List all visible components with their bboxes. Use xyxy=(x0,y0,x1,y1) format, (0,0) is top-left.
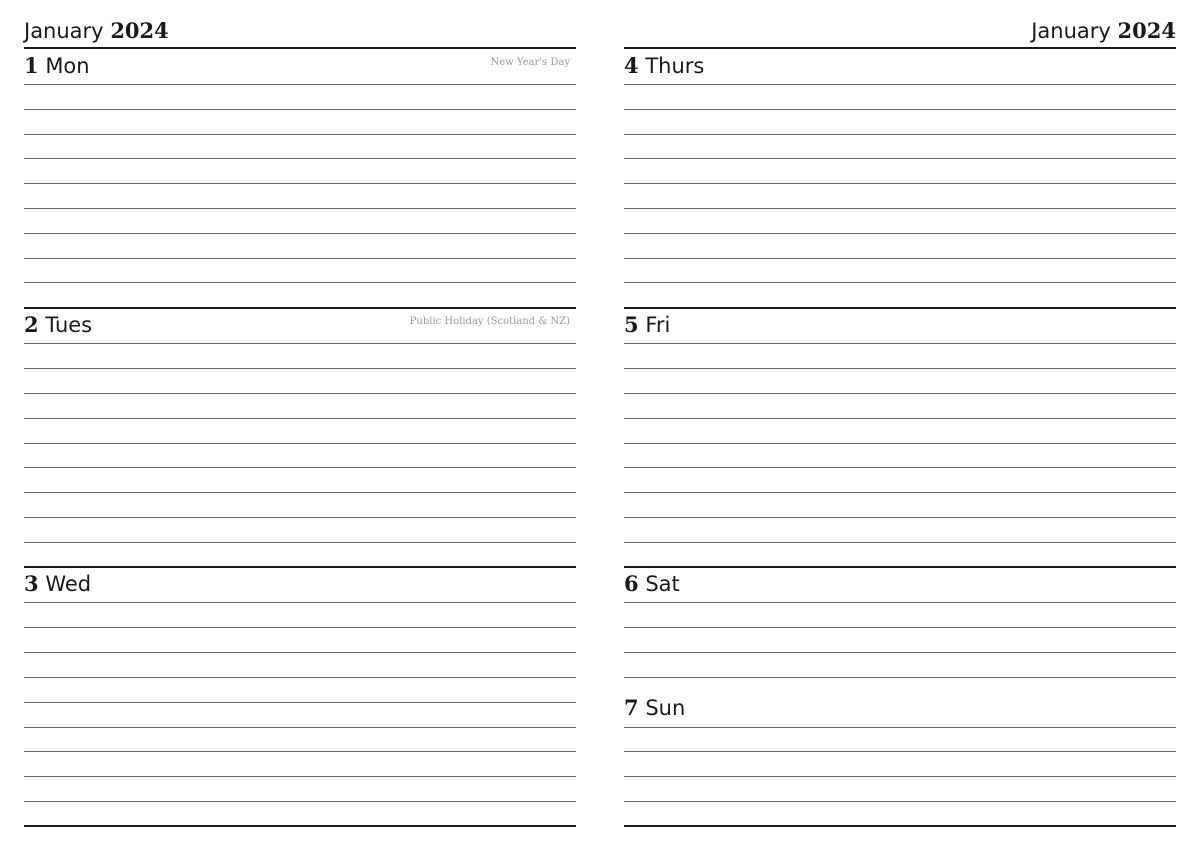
writing-line[interactable] xyxy=(624,158,1176,159)
writing-line[interactable] xyxy=(624,776,1176,777)
writing-line[interactable] xyxy=(24,343,576,344)
day-label-tues xyxy=(24,312,92,338)
writing-line[interactable] xyxy=(624,801,1176,802)
header-year: 2024 xyxy=(110,18,169,43)
writing-line[interactable] xyxy=(624,343,1176,344)
page-header xyxy=(624,16,1176,46)
page-header xyxy=(24,16,576,46)
writing-line[interactable] xyxy=(624,492,1176,493)
day-label-fri xyxy=(624,312,670,338)
writing-line[interactable] xyxy=(24,751,576,752)
writing-line[interactable] xyxy=(624,84,1176,85)
writing-line[interactable] xyxy=(24,418,576,419)
writing-line[interactable] xyxy=(24,282,576,283)
writing-line[interactable] xyxy=(24,801,576,802)
writing-line[interactable] xyxy=(24,443,576,444)
writing-line[interactable] xyxy=(24,109,576,110)
writing-line[interactable] xyxy=(624,677,1176,678)
writing-line[interactable] xyxy=(24,258,576,259)
writing-line[interactable] xyxy=(624,652,1176,653)
writing-line[interactable] xyxy=(24,602,576,603)
writing-line[interactable] xyxy=(24,84,576,85)
day-number: 6 xyxy=(624,571,639,596)
day-label-sun xyxy=(624,695,685,721)
day-number: 2 xyxy=(24,312,39,337)
writing-line[interactable] xyxy=(24,467,576,468)
day-name: Tues xyxy=(45,313,93,337)
writing-line[interactable] xyxy=(24,652,576,653)
writing-line[interactable] xyxy=(624,751,1176,752)
day-label-wed xyxy=(24,571,91,597)
writing-line[interactable] xyxy=(624,727,1176,728)
writing-line[interactable] xyxy=(624,393,1176,394)
day-name: Thurs xyxy=(645,54,705,78)
writing-line[interactable] xyxy=(624,627,1176,628)
writing-line[interactable] xyxy=(24,208,576,209)
day-number: 1 xyxy=(24,53,39,78)
day-name: Mon xyxy=(45,54,90,78)
holiday-note: Public Holiday (Scotland & NZ) xyxy=(409,316,570,327)
header-month: January xyxy=(1031,19,1111,43)
left-page xyxy=(24,0,576,851)
day-name: Fri xyxy=(645,313,671,337)
writing-line[interactable] xyxy=(24,542,576,543)
page-bottom-rule xyxy=(24,825,576,827)
header-rule xyxy=(624,47,1176,49)
writing-line[interactable] xyxy=(24,702,576,703)
writing-line[interactable] xyxy=(624,418,1176,419)
day-divider xyxy=(624,307,1176,309)
writing-line[interactable] xyxy=(24,627,576,628)
day-label-thurs xyxy=(624,53,704,79)
day-label-sat xyxy=(624,571,680,597)
writing-line[interactable] xyxy=(624,109,1176,110)
writing-line[interactable] xyxy=(624,467,1176,468)
day-number: 3 xyxy=(24,571,39,596)
day-name: Sun xyxy=(645,696,686,720)
page-bottom-rule xyxy=(624,825,1176,827)
day-number: 7 xyxy=(624,695,639,720)
day-divider xyxy=(624,566,1176,568)
writing-line[interactable] xyxy=(24,492,576,493)
writing-line[interactable] xyxy=(624,602,1176,603)
writing-line[interactable] xyxy=(624,542,1176,543)
day-name: Sat xyxy=(645,572,680,596)
header-year: 2024 xyxy=(1117,18,1176,43)
writing-line[interactable] xyxy=(24,134,576,135)
writing-line[interactable] xyxy=(624,282,1176,283)
writing-line[interactable] xyxy=(24,517,576,518)
day-name: Wed xyxy=(45,572,92,596)
day-number: 5 xyxy=(624,312,639,337)
writing-line[interactable] xyxy=(24,393,576,394)
day-number: 4 xyxy=(624,53,639,78)
writing-line[interactable] xyxy=(624,208,1176,209)
right-page xyxy=(624,0,1176,851)
writing-line[interactable] xyxy=(624,443,1176,444)
writing-line[interactable] xyxy=(24,368,576,369)
writing-line[interactable] xyxy=(624,183,1176,184)
writing-line[interactable] xyxy=(624,368,1176,369)
writing-line[interactable] xyxy=(624,233,1176,234)
day-divider xyxy=(24,566,576,568)
writing-line[interactable] xyxy=(624,517,1176,518)
holiday-note: New Year's Day xyxy=(490,57,570,68)
header-month: January xyxy=(24,19,104,43)
writing-line[interactable] xyxy=(24,183,576,184)
writing-line[interactable] xyxy=(24,158,576,159)
writing-line[interactable] xyxy=(624,134,1176,135)
writing-line[interactable] xyxy=(24,233,576,234)
writing-line[interactable] xyxy=(24,677,576,678)
writing-line[interactable] xyxy=(624,258,1176,259)
writing-line[interactable] xyxy=(24,776,576,777)
writing-line[interactable] xyxy=(24,727,576,728)
day-divider xyxy=(24,307,576,309)
day-label-mon xyxy=(24,53,90,79)
header-rule xyxy=(24,47,576,49)
